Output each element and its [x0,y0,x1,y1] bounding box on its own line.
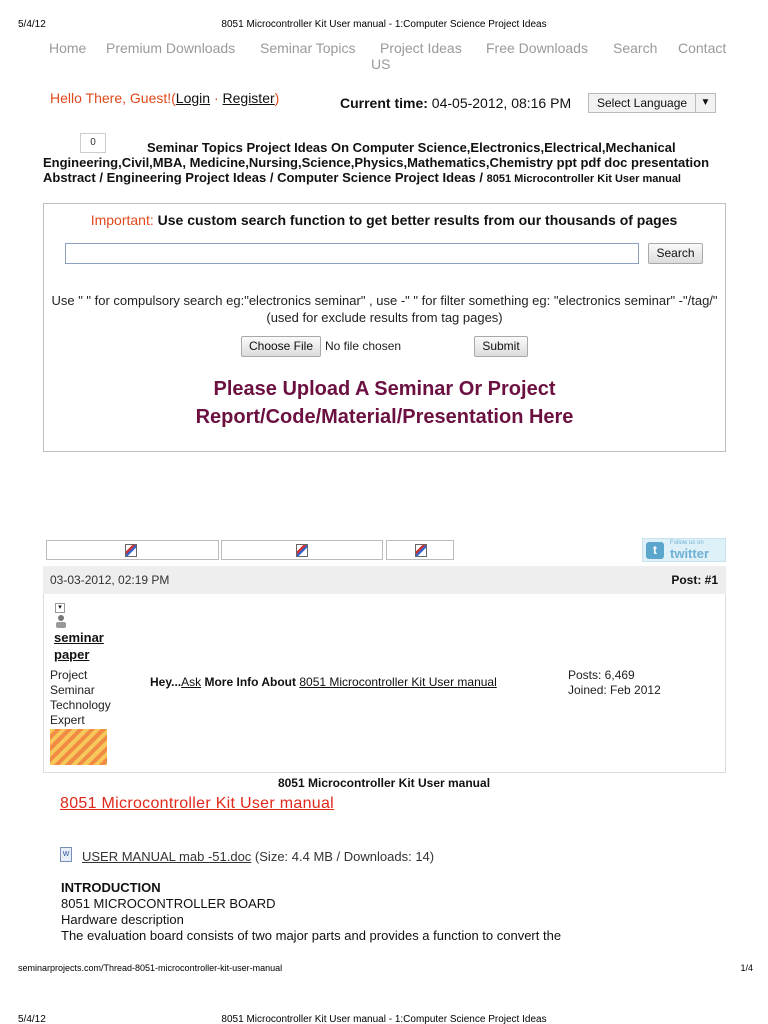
print-title-2: 8051 Microcontroller Kit User manual - 1:Computer Science Project Ideas [221,1014,547,1024]
message-title: 8051 Microcontroller Kit User manual [277,776,491,790]
body-line: Hardware description [61,912,184,927]
print-footer-url: seminarprojects.com/Thread-8051-microcontroller-kit-user-manual [18,963,283,973]
submit-button[interactable]: Submit [474,336,528,357]
print-footer-page: 1/4 [740,963,753,973]
share-box-3[interactable] [386,540,454,560]
body-intro-heading: INTRODUCTION [61,880,161,895]
twitter-icon: t [646,542,664,559]
guest-greeting [50,90,279,106]
search-input[interactable] [65,243,639,264]
user-title-line: Technology [50,698,111,712]
broken-image-icon [125,544,137,557]
share-box-2[interactable] [221,540,383,560]
print-title: 8051 Microcontroller Kit User manual - 1:Computer Science Project Ideas [221,19,547,30]
user-avatar-icon [55,614,67,628]
nav-search[interactable]: Search [613,40,658,56]
important-text: Use custom search function to get better results from our thousands of pages [153,212,678,228]
chevron-down-icon: ▼ [695,94,715,112]
twitter-follow-text: Follow us on [670,540,704,546]
greeting-prefix: Hello There, Guest!( [50,90,176,106]
ask-link[interactable]: Ask [181,675,202,689]
attachment [82,849,434,864]
search-hint: Use " " for compulsory search eg:"electronics seminar" , use -" " for filter something eg: "electronics seminar" -"/tag/" (used for exclude results from tag pages) [51,293,718,325]
print-date-2: 5/4/12 [18,1014,46,1024]
nav-home[interactable]: Home [49,40,87,56]
word-doc-icon: W [60,847,72,862]
nav-contact[interactable]: Contact [678,40,727,56]
breadcrumb-path[interactable]: Seminar Topics Project Ideas On Computer Science,Electronics,Electrical,Mechanical Engineering,Civil,MBA, Medicine,Nursing,Science,Physics,Mathematics,Chemistry ppt pdf doc presentation Abstract / Engineering Project Ideas / Computer Science Project Ideas / [43,140,710,185]
like-counter[interactable]: 0 [80,133,106,153]
twitter-wordmark: twitter [670,546,709,561]
twitter-follow-button[interactable] [642,538,726,562]
choose-file-button[interactable]: Choose File [241,336,321,357]
language-select[interactable] [588,93,716,113]
message-body [61,880,701,944]
user-title-line: Expert [50,713,85,727]
user-menu-arrow-icon[interactable]: ▾ [55,603,65,613]
language-selected: Select Language [597,96,688,110]
user-stats [568,668,661,698]
search-notice [0,212,768,228]
username-line1: seminar [54,630,104,645]
user-title-line: Seminar [50,683,95,697]
breadcrumb-current: 8051 Microcontroller Kit User manual [486,173,681,185]
current-time [340,95,571,111]
share-box-1[interactable] [46,540,219,560]
register-link[interactable]: Register [222,90,275,106]
user-rank-badge [50,729,107,765]
nav-free-downloads[interactable]: Free Downloads [486,40,588,56]
broken-image-icon [296,544,308,557]
hey-prefix: Hey... [150,675,182,689]
hey-mid: More Info About [201,675,300,689]
print-date: 5/4/12 [18,19,46,30]
no-file-label: No file chosen [325,339,402,353]
nav-contact-us[interactable]: US [371,56,391,72]
nav-project-ideas[interactable]: Project Ideas [380,40,462,56]
post-username[interactable] [54,629,104,663]
breadcrumb [43,140,733,187]
user-title-line: Project [50,668,88,682]
username-line2: paper [54,647,90,662]
upload-heading-line1: Please Upload A Seminar Or Project [213,378,556,400]
search-button[interactable]: Search [648,243,703,264]
important-label: Important: [90,212,154,228]
upload-heading[interactable] [43,375,726,431]
body-line: The evaluation board consists of two major parts and provides a function to convert the [61,928,562,943]
login-link[interactable]: Login [175,90,211,106]
broken-image-icon [415,544,427,557]
user-joined: Joined: Feb 2012 [568,683,661,697]
user-title [50,668,111,728]
post-date: 03-03-2012, 02:19 PM [50,573,170,587]
current-time-value: 04-05-2012, 08:16 PM [427,95,572,111]
hey-topic-link[interactable]: 8051 Microcontroller Kit User manual [299,675,497,689]
post-divider [43,772,726,773]
message-heading-link[interactable]: 8051 Microcontroller Kit User manual [60,795,335,812]
current-time-label: Current time: [340,95,428,111]
ask-more-info [150,675,497,689]
user-posts: Posts: 6,469 [568,668,635,682]
greeting-suffix: ) [274,90,280,106]
attachment-meta: (Size: 4.4 MB / Downloads: 14) [251,849,435,864]
greeting-sep: · [210,90,223,106]
nav-premium-downloads[interactable]: Premium Downloads [106,40,236,56]
body-line: 8051 MICROCONTROLLER BOARD [61,896,276,911]
attachment-link[interactable]: USER MANUAL mab -51.doc [82,849,252,864]
post-number[interactable]: Post: #1 [671,573,718,587]
nav-seminar-topics[interactable]: Seminar Topics [260,40,356,56]
upload-heading-line2: Report/Code/Material/Presentation Here [195,406,574,428]
